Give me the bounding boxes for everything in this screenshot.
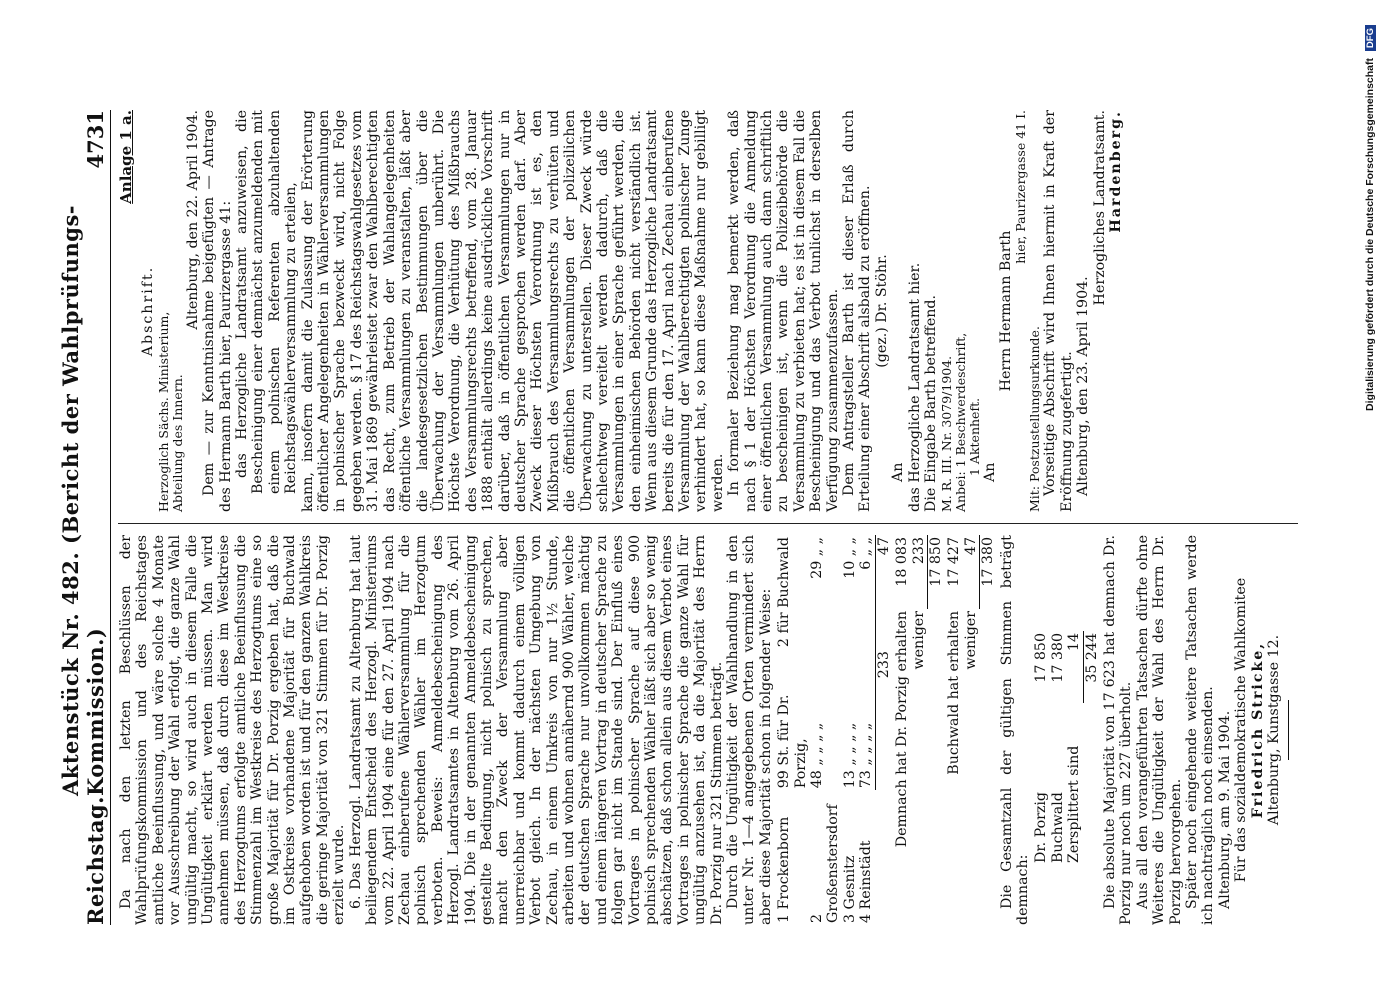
table-cell: 1 Frockenborn [776,816,793,923]
left-column [118,535,1295,925]
table-cell: 17 380 [980,535,997,609]
table-cell: 73 „ „ „ „ [858,722,875,789]
signature-committee: Für das sozialdemokratische Wahlkomitee [1233,577,1250,883]
signed-line: (gez.) Dr. Stöhr. [873,254,890,368]
table-row [980,535,997,925]
page-header [60,110,111,925]
an-label-1: An [890,462,907,482]
votes-table [776,535,892,925]
address-line-1: das Herzogliche Landratsamt hier. [906,262,923,512]
table-cell: Dr. Porzig [1033,791,1050,863]
table-cell: 233 [875,649,892,790]
paragraph-tatsachen: Aus all den vorangeführten Tatsachen dürfte ohne Weiteres die Ungültigkeit der Wahl des Herrn Dr. Porzig hervorgehen. [1134,535,1184,925]
paragraph-antrag-quote: das Herzogliche Landratsamt anzuweisen, die Bescheinigung einer demnächst anzumeldenden mit einem polnischen Referenten abzuhaltenden Reichstagswählerversammlung zu erteilen, [234,110,300,494]
header-title: Aktenstück Nr. 482. [58,551,83,797]
table-row [1033,631,1049,865]
table-row [858,535,875,925]
paragraph-ungueltigkeit: Durch die Ungültigkeit der Wahlhandlung in den unter Nr. 1—4 angegebenen Orten vermindert sich aber diese Majorität schon in folgender Weise: [725,535,774,925]
table-cell: Zersplittert sind [1066,745,1083,863]
end-rule [1288,700,1289,760]
table-cell: 17 850 [927,535,944,609]
table-sum-row [1083,631,1100,865]
table-cell: weniger [910,611,927,670]
right-column [118,110,1124,512]
signature-address: Altenburg, Kunstgasse 12. [1266,634,1283,826]
table-cell: 3 Gesnitz [841,855,858,923]
recipient-name: Herrn Hermann Barth [997,230,1014,392]
table-cell: 47 [875,535,892,649]
digitization-label: Digitalisierung gefördert durch die Deutsche Forschungsgemeinschaft [1364,57,1376,411]
table-cell: 4 Reinstädt [858,840,875,923]
buchwald-calculation [946,535,996,925]
signature-name: Friedrich Stricke, [1249,641,1266,819]
table-sum-row [875,535,892,925]
office-line: Herzogliches Landratsamt. [1091,110,1108,306]
table-cell: 17 380 [1049,633,1066,683]
dfg-logo: DFG [1365,25,1376,51]
paragraph-nachtraeglich: Später noch eingehende weitere Tatsachen werde ich nachträglich noch einsenden. [1184,535,1217,925]
table-cell: 2 für Buchwald [776,537,793,648]
digitization-text [1364,25,1383,985]
date-line-2: Altenburg, den 23. April 1904. [1075,276,1092,496]
table-cell: Buchwald hat erhalten [946,611,963,775]
paragraph-gesamtzahl: Die Gesamtzahl der gültigen Stimmen beträgt demnach: [998,535,1031,925]
header-left: Reichstag. [83,796,108,925]
paragraph-majoritaet: Die absolute Majorität von 17 623 hat demnach Dr. Porzig nur noch um 227 überholt. [1101,535,1135,925]
totals-table [1033,631,1100,865]
table-cell: 35 244 [1083,631,1100,703]
place-date: Altenburg, den 22. April 1904. [184,110,201,330]
page-number: 4731 [83,110,108,169]
header-subtitle: (Bericht der Wahlprüfungs-Kommission.) [58,204,108,797]
table-row [927,535,944,925]
reference-1: M. R. III. Nr. 3079/1904. [938,355,954,512]
table-cell: 17 427 [946,537,963,587]
table-cell: 29 „ „ [809,537,826,579]
table-row [963,535,980,925]
paragraph-abschrift: Vorseitige Abschrift wird Ihnen hiermit in Kraft der Eröffnung zugefertigt. [1042,110,1075,512]
table-cell: Buchwald [1049,792,1066,863]
paragraph-erlass: Dem Antragsteller Barth ist dieser Erlaß durch Erteilung einer Abschrift alsbald zu eröffnen. [841,110,874,512]
table-cell: 47 [962,537,979,556]
table-cell: weniger [962,611,979,670]
ministry-line-1: Herzoglich Sächs. Ministerium, [155,311,171,512]
table-row [1050,631,1066,865]
table-row [946,535,962,925]
table-row [809,535,842,925]
table-row [1066,631,1083,865]
table-cell: 233 [910,537,927,565]
column-divider [118,523,1298,524]
paragraph-formal: In formaler Beziehung mag bemerkt werden, daß nach § 1 der Höchsten Verordnung die Anmeldung einer öffentlichen Versammlung auch dann schriftlich zu bescheinigen ist, wenn die Polizeibehörde die Versammlung zu verbieten hat; es ist in diesem Fall die Bescheinigung und das Verbot tunlichst in derselben Verfügung zusammenzufassen. [726,110,841,512]
porzig-calculation [894,535,944,925]
table-cell: 18 083 [894,537,911,587]
date-line: Altenburg, am 9. Mai 1904. [1216,710,1233,909]
paragraph-entscheid: kann, insofern damit die Zulassung der Erörterung öffentlicher Angelegenheiten in Wählerversammlungen in polnischer Sprache bezweckt wird, nicht Folge gegeben werden. § 17 des Reichstagswahlgesetzes vom 31. Mai 1869 gewährleistet zwar den Wahlberechtigten das Recht, zum Betrieb der Wahlangelegenheiten öffentliche Versammlungen zu veranstalten, läßt aber die landesgesetzlichen Bestimmungen über die Überwachung der Versammlungen unberührt. Die Höchste Verordnung, die Verhütung des Mißbrauchs des Versammlungsrechts betreffend, vom 28. Januar 1888 enthält allerdings keine ausdrückliche Vorschrift darüber, daß in öffentlichen Versammlungen nur in deutscher Sprache gesprochen werden darf. Aber Zweck dieser Höchsten Verordnung ist es, den Mißbrauch des Versammlungsrechts zu verhüten und die öffentlichen Versammlungen der polizeilichen Überwachung zu unterstellen. Dieser Zweck würde schlechtweg vereitelt werden dadurch, daß die Versammlungen in einer Sprache geführt werden, die den einheimischen Behörden nicht verständlich ist. Wenn aus diesem Grunde das Herzogliche Landratsamt bereits die für den 17. April nach Zechau einberufene Versammlung der Wahlberechtigten polnischer Zunge verhindert hat, so kann diese Maßnahme nur gebilligt werden. [299,110,726,512]
reference-3: 1 Aktenheft. [966,397,982,476]
table-cell: 6 „ „ [858,537,875,570]
office-signature: Hardenberg. [1107,110,1124,233]
recipient-address: hier, Paurizergasse 41 I. [1013,110,1029,264]
header-center [58,168,108,796]
table-row [776,535,809,925]
table-cell: 2 Großenstersdorf [809,804,842,923]
paragraph-point-6: 6. Das Herzogl. Landratsamt zu Altenburg hat laut beiliegendem Entscheid des Herzogl. Ministeriums vom 22. April 1904 eine für den 27. April 1904 nach Zechau einberufene Wählerversammlung für die polnisch sprechenden Wähler im Herzogtum verboten. Beweis: Anmeldebescheinigung des Herzogl. Landratsamtes in Altenburg vom 26. April 1904. Die in der genannten Anmeldebescheinigung gestellte Bedingung, nicht polnisch zu sprechen, macht den Zweck der Versammlung aber unerreichbar und kommt dadurch einem völligen Verbot gleich. In der nächsten Umgebung von Zechau, in einem Umkreis von nur 1½ Stunde, arbeiten und wohnen annähernd 900 Wähler, welche der deutschen Sprache nur unvollkommen mächtig und einem längeren Vortrag in deutscher Sprache zu folgen gar nicht im Stande sind. Der Einfluß eines Vortrages in polnischer Sprache auf diese 900 polnisch sprechenden Wähler läßt sich aber so wenig abschätzen, daß schon allein aus diesem Verbot eines Vortrages in polnischer Sprache die ganze Wahl für ungültig anzusehen ist, da die Majorität des Herrn Dr. Porzig nur 321 Stimmen beträgt. [347,535,725,925]
anlage-label: Anlage 1 a. [117,110,135,204]
table-cell: 99 St. für Dr. Porzig, [776,694,809,789]
address-line-2: Die Eingabe Barth betreffend. [923,295,940,512]
digitization-notice [1362,10,1383,990]
an-label-2: An [981,462,998,482]
table-row [894,535,910,925]
table-cell: 48 „ „ „ „ [809,722,826,789]
paragraph-beeinflussung: Da nach den letzten Beschlüssen der Wahlprüfungskommission und des Reichstages amtliche Beeinflussung, und wäre solche 4 Monate vor Ausschreibung der Wahl erfolgt, die ganze Wahl ungültig macht, so wird auch in diesem Falle die Ungültigkeit erklärt werden müssen. Man wird annehmen müssen, daß durch diese im Westkreise des Herzogtums erfolgte amtliche Beeinflussung die Stimmenzahl im Westkreise des Herzogtums eine so große Majorität für Dr. Porzig ergeben hat, daß die im Ostkreise vorhandene Majorität für Buchwald aufgehoben worden ist und für den ganzen Wahlkreis die geringe Majorität von 321 Stimmen für Dr. Porzig erzielt wurde. [118,535,348,925]
abschrift-heading: Abschrift. [140,265,157,357]
table-cell: Demnach hat Dr. Porzig erhalten [894,611,911,848]
table-cell: 13 „ „ „ „ [841,722,858,789]
table-cell: 14 [1066,633,1083,652]
ministry-line-2: Abteilung des Innern. [169,374,185,512]
paragraph-antrag: Dem — zur Kenntnisnahme beigefügten — Antrage des Hermann Barth hier, Paurizergasse 41: [201,110,234,512]
table-cell: 17 850 [1033,633,1050,683]
reference-2: Anbei: 1 Beschwerdeschrift, [952,332,968,512]
table-row [911,535,928,925]
table-cell: 10 „ „ [841,537,858,579]
mit-line: Mit: Postzustellungsurkunde. [1027,326,1043,512]
table-row [842,535,858,925]
